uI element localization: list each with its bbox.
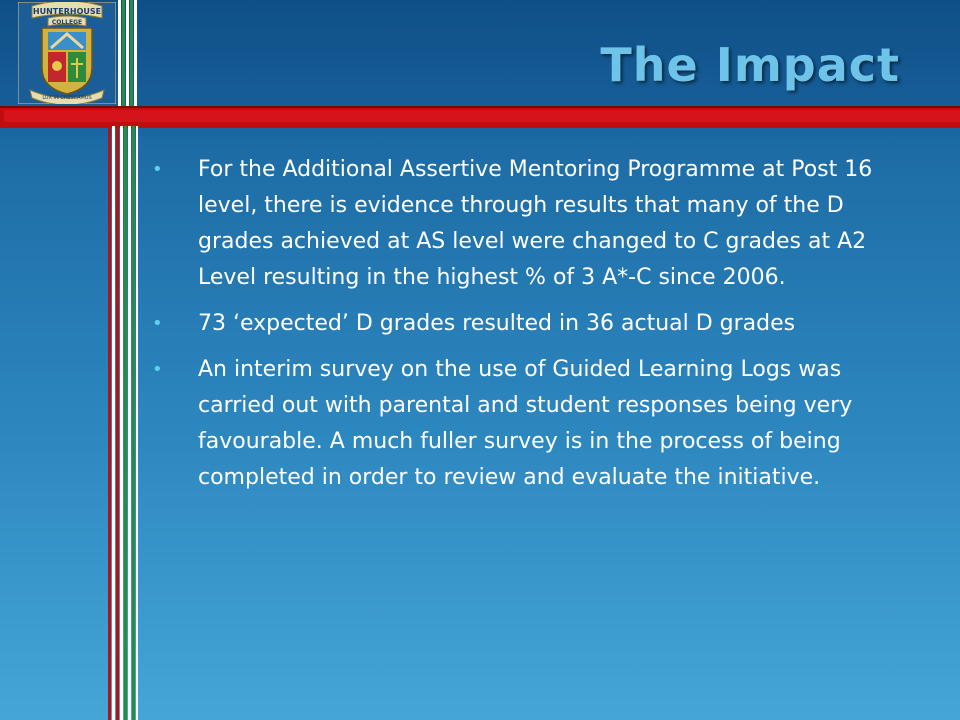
slide-body xyxy=(150,152,900,506)
bullet-text: For the Additional Assertive Mentoring Programme at Post 16 level, there is evidence through results that many of the D grades achieved at AS level were changed to C grades at A2 Level resulting in the highest % of 3 A*-C since 2006. xyxy=(198,157,873,290)
crest-top-text: HUNTERHOUSE xyxy=(32,7,102,16)
bullet-item xyxy=(150,152,900,296)
bullet-text: An interim survey on the use of Guided Learning Logs was carried out with parental and student responses being very favourable. A much fuller survey is in the process of being completed in order to review and evaluate the initiative. xyxy=(198,357,853,490)
red-banner-inner xyxy=(4,110,960,122)
crest-mid-text: COLLEGE xyxy=(51,19,83,26)
bullet-dot-icon: • xyxy=(152,359,163,380)
bullet-dot-icon: • xyxy=(152,159,163,180)
decorative-stripes-top xyxy=(118,0,140,106)
bullet-item xyxy=(150,352,900,496)
crest-icon xyxy=(18,2,116,104)
bullet-dot-icon: • xyxy=(152,313,163,334)
college-crest-logo xyxy=(18,2,116,104)
bullet-item xyxy=(150,306,900,342)
bullet-list xyxy=(150,152,900,496)
crest-motto: LUX IN CRESCAMUS xyxy=(42,95,92,101)
bullet-text: 73 ‘expected’ D grades resulted in 36 actual D grades xyxy=(198,311,796,336)
slide-title: The Impact xyxy=(600,38,900,92)
decorative-stripes-side xyxy=(108,126,140,720)
